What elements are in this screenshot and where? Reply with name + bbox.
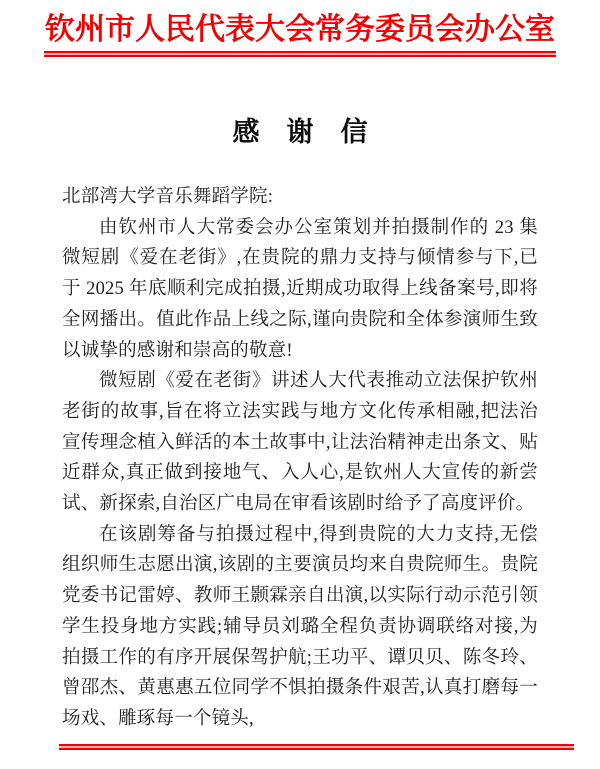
body-paragraph-3: 在该剧筹备与拍摄过程中,得到贵院的大力支持,无偿组织师生志愿出演,该剧的主要演员均来自贵院师生。贵院党委书记雷婷、教师王颢霖亲自出演,以实际行动示范引领学生投身地方实践;辅导员刘璐全程负责协调联络对接,为拍摄工作的有序开展保驾护航;王功平、谭贝贝、陈冬玲、曾邵杰、黄惠惠五位同学不惧拍摄条件艰苦,认真打磨每一场戏、雕琢每一个镜头, xyxy=(62,524,538,729)
letter-title: 感 谢 信 xyxy=(232,117,368,147)
letterhead xyxy=(0,0,600,57)
footer-divider-rule xyxy=(59,744,574,750)
body-paragraph-1: 由钦州市人大常委会办公室策划并拍摄制作的 23 集微短剧《爱在老街》,在贵院的鼎力支持与倾情参与下,已于 2025 年底顺利完成拍摄,近期成功取得上线备案号,即将全网播出。值此作品上线之际,谨向贵院和全体参演师生致以诚挚的感谢和崇高的敬意! xyxy=(62,217,538,361)
letterhead-org-name: 钦州市人民代表大会常务委员会办公室 xyxy=(45,13,555,46)
letter-body xyxy=(62,182,538,735)
salutation: 北部湾大学音乐舞蹈学院: xyxy=(62,187,274,207)
body-paragraph-2: 微短剧《爱在老街》讲述人大代表推动立法保护钦州老街的故事,旨在将立法实践与地方文化传承相融,把法治宣传理念植入鲜活的本土故事中,让法治精神走出条文、贴近群众,真正做到接地气、入人心,是钦州人大宣传的新尝试、新探索,自治区广电局在审看该剧时给予了高度评价。 xyxy=(62,371,538,515)
